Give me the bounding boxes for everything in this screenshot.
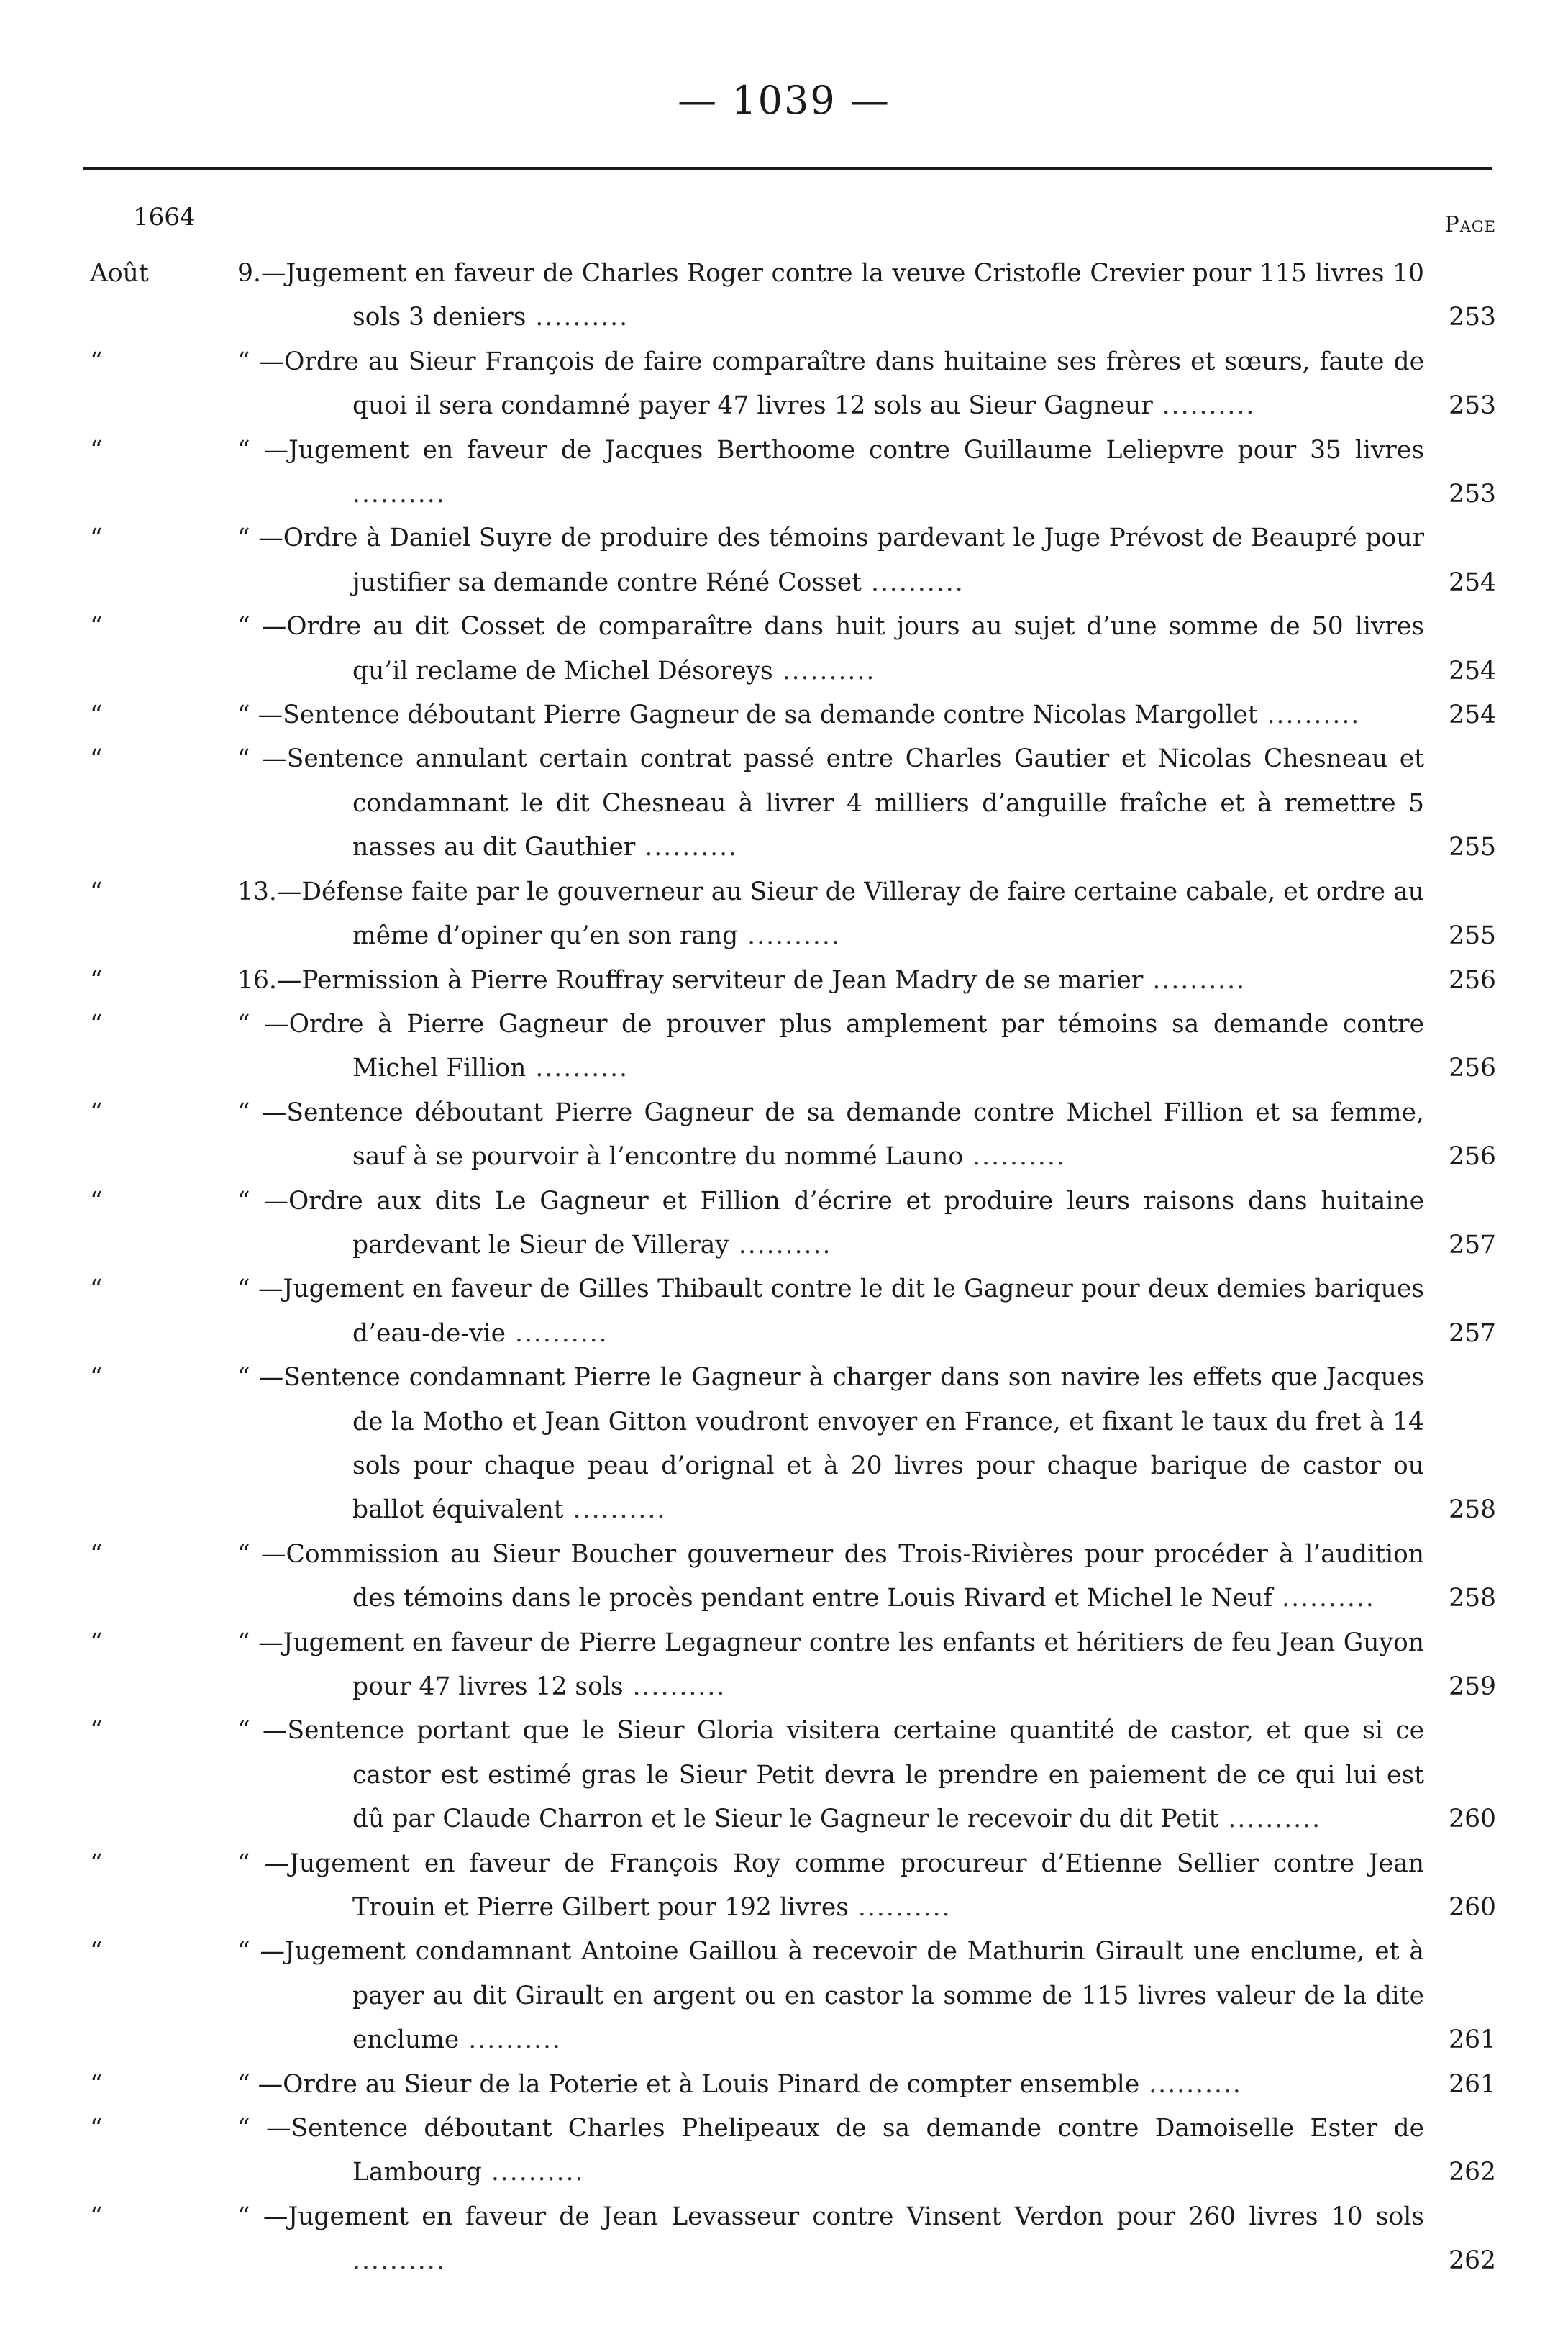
entry-text <box>237 1003 1424 1091</box>
entry-description: “ —Jugement en faveur de Jacques Berthoome contre Guillaume Leliepvre pour 35 livres <box>237 435 1424 465</box>
entry-page: 256 <box>1449 965 1496 995</box>
entry-description: “ —Sentence annulant certain contrat passé entre Charles Gautier et Nicolas Chesneau et condamnant le dit Chesneau à livrer 4 milliers d’anguille fraîche et à remettre 5 nasses au dit Gauthier <box>237 744 1424 862</box>
dot-leader: .......... <box>1152 391 1256 421</box>
entry-page: 262 <box>1449 2158 1496 2187</box>
entry-page: 258 <box>1449 1584 1496 1613</box>
entry-text <box>237 959 1424 1003</box>
entry-text <box>237 1180 1424 1268</box>
entry-month: “ <box>90 1186 103 1216</box>
entry-page: 261 <box>1449 2025 1496 2055</box>
entry-text <box>237 429 1424 517</box>
entry-description: “ —Ordre au Sieur de la Poterie et à Louis Pinard de compter ensemble <box>237 2069 1140 2099</box>
entry-page: 257 <box>1449 1318 1496 1348</box>
entry-description: 16.—Permission à Pierre Rouffray serviteur de Jean Madry de se marier <box>237 965 1144 995</box>
list-item <box>0 1621 1568 1710</box>
list-item <box>0 1003 1568 1091</box>
entry-text <box>237 1709 1424 1841</box>
list-item <box>0 693 1568 737</box>
entry-text <box>237 605 1424 693</box>
entry-text <box>237 2195 1424 2284</box>
dot-leader: .......... <box>1143 965 1246 995</box>
entry-month: “ <box>90 877 103 906</box>
year-label: 1664 <box>133 203 196 232</box>
entry-description: “ —Commission au Sieur Boucher gouverneur des Trois-Rivières pour procéder à l’audition des témoins dans le procès pendant entre Louis Rivard et Michel le Neuf <box>237 1539 1424 1613</box>
entry-description: “ —Sentence condamnant Pierre le Gagneur à charger dans son navire les effets que Jacques de la Motho et Jean Gitton voudront envoyer en France, et fixant le taux du fret à 14 sols pour chaque peau d’orignal et à 20 livres pour chaque barique de castor ou ballot équivalent <box>237 1363 1424 1525</box>
list-item <box>0 516 1568 605</box>
dot-leader: .......... <box>1139 2069 1242 2099</box>
entry-month: “ <box>90 1009 103 1039</box>
dot-leader: .......... <box>729 1230 832 1259</box>
entry-description: 9.—Jugement en faveur de Charles Roger contre la veuve Cristofle Crevier pour 115 livres 10 sols 3 deniers <box>237 259 1424 332</box>
dot-leader: .......... <box>963 1142 1066 1172</box>
dot-leader: .......... <box>352 480 446 509</box>
entry-page: 256 <box>1449 1142 1496 1172</box>
entry-description: “ —Jugement en faveur de François Roy comme procureur d’Etienne Sellier contre Jean Trouin et Pierre Gilbert pour 192 livres <box>237 1848 1424 1923</box>
dot-leader: .......... <box>563 1495 667 1525</box>
entry-page: 261 <box>1449 2069 1496 2099</box>
entry-description: “ —Ordre au dit Cosset de comparaître dans huit jours au sujet d’une somme de 50 livres qu’il reclame de Michel Désoreys <box>237 612 1424 685</box>
entry-month: “ <box>90 1716 103 1746</box>
entry-page: 253 <box>1449 391 1496 421</box>
list-item <box>0 1267 1568 1356</box>
entry-month: “ <box>90 744 103 774</box>
entry-page: 258 <box>1449 1495 1496 1525</box>
list-item <box>0 2107 1568 2195</box>
entry-month: “ <box>90 1363 103 1392</box>
entry-text <box>237 252 1424 340</box>
entry-description: “ —Sentence déboutant Pierre Gagneur de sa demande contre Nicolas Margollet <box>237 701 1258 730</box>
entry-month: “ <box>90 1275 103 1304</box>
list-item <box>0 1180 1568 1268</box>
dot-leader: .......... <box>862 567 965 597</box>
dot-leader: .......... <box>1257 701 1361 730</box>
entry-text <box>237 516 1424 605</box>
dot-leader: .......... <box>481 2158 585 2187</box>
list-item <box>0 1709 1568 1841</box>
entry-text <box>237 1356 1424 1533</box>
entry-month: “ <box>90 2069 103 2099</box>
list-item <box>0 1930 1568 2062</box>
list-item <box>0 1533 1568 1621</box>
dot-leader: .......... <box>848 1893 952 1923</box>
entry-page: 256 <box>1449 1054 1496 1083</box>
entry-page: 253 <box>1449 303 1496 332</box>
dot-leader: .......... <box>506 1318 608 1348</box>
list-item <box>0 1091 1568 1180</box>
dot-leader: .......... <box>1272 1584 1375 1613</box>
entry-month: “ <box>90 435 103 465</box>
entry-page: 262 <box>1449 2246 1496 2276</box>
dot-leader: .......... <box>526 303 629 332</box>
entry-description: “ —Ordre au Sieur François de faire comparaître dans huitaine ses frères et sœurs, faute de quoi il sera condamné payer 47 livres 12 sols au Sieur Gagneur <box>237 347 1424 421</box>
entry-month: “ <box>90 1937 103 1966</box>
entry-page: 254 <box>1449 567 1496 597</box>
entry-text <box>237 870 1424 959</box>
entry-page: 260 <box>1449 1893 1496 1923</box>
entry-month: “ <box>90 1098 103 1127</box>
entry-text <box>237 1621 1424 1710</box>
entry-month: “ <box>90 701 103 730</box>
entry-month: “ <box>90 1848 103 1878</box>
dot-leader: .......... <box>526 1054 629 1083</box>
page-number: — 1039 — <box>678 78 890 123</box>
list-item <box>0 605 1568 693</box>
entry-text <box>237 1267 1424 1356</box>
dot-leader: .......... <box>635 833 739 862</box>
list-item <box>0 870 1568 959</box>
page-column-header: Page <box>1444 212 1496 237</box>
list-item <box>0 1356 1568 1533</box>
entry-text <box>237 2107 1424 2195</box>
entry-description: “ —Ordre à Daniel Suyre de produire des témoins pardevant le Juge Prévost de Beaupré pour justifier sa demande contre Réné Cosset <box>237 524 1424 597</box>
entry-description: “ —Jugement en faveur de Gilles Thibault contre le dit le Gagneur pour deux demies bariques d’eau-de-vie <box>237 1275 1424 1348</box>
header-rule <box>83 167 1492 170</box>
entry-text <box>237 1091 1424 1180</box>
entry-page: 257 <box>1449 1230 1496 1259</box>
dot-leader: .......... <box>1218 1805 1322 1834</box>
entry-month: “ <box>90 1539 103 1569</box>
entry-page: 254 <box>1449 656 1496 685</box>
entry-page: 253 <box>1449 480 1496 509</box>
entry-month: “ <box>90 2114 103 2143</box>
entry-month: Août <box>90 259 149 288</box>
entry-month: “ <box>90 524 103 553</box>
entry-description: “ —Jugement en faveur de Pierre Legagneur contre les enfants et héritiers de feu Jean Guyon pour 47 livres 12 sols <box>237 1628 1424 1701</box>
entry-description: “ —Ordre à Pierre Gagneur de prouver plus amplement par témoins sa demande contre Michel Fillion <box>237 1009 1424 1083</box>
entry-description: 13.—Défense faite par le gouverneur au Sieur de Villeray de faire certaine cabale, et ordre au même d’opiner qu’en son rang <box>237 877 1424 951</box>
entry-page: 260 <box>1449 1805 1496 1834</box>
list-item <box>0 2063 1568 2107</box>
dot-leader: .......... <box>623 1672 726 1701</box>
dot-leader: .......... <box>352 2246 446 2276</box>
entry-description: “ —Sentence déboutant Charles Phelipeaux de sa demande contre Damoiselle Ester de Lambourg <box>237 2114 1424 2187</box>
entry-description: “ —Jugement en faveur de Jean Levasseur contre Vinsent Verdon pour 260 livres 10 sols <box>237 2202 1424 2231</box>
dot-leader: .......... <box>459 2025 562 2055</box>
list-item <box>0 1842 1568 1930</box>
entry-text <box>237 1842 1424 1930</box>
entry-description: “ —Ordre aux dits Le Gagneur et Fillion d’écrire et produire leurs raisons dans huitaine pardevant le Sieur de Villeray <box>237 1186 1424 1259</box>
list-item <box>0 2195 1568 2284</box>
list-item <box>0 429 1568 517</box>
entry-description: “ —Sentence déboutant Pierre Gagneur de sa demande contre Michel Fillion et sa femme, sauf à se pourvoir à l’encontre du nommé Launo <box>237 1098 1424 1172</box>
entry-month: “ <box>90 965 103 995</box>
entry-text <box>237 693 1424 737</box>
dot-leader: .......... <box>738 921 841 951</box>
entry-month: “ <box>90 1628 103 1657</box>
entry-text <box>237 1533 1424 1621</box>
entry-list <box>0 252 1568 2284</box>
entry-text <box>237 340 1424 429</box>
list-item <box>0 252 1568 340</box>
entry-month: “ <box>90 612 103 642</box>
entry-text <box>237 737 1424 870</box>
entry-page: 255 <box>1449 833 1496 862</box>
list-item <box>0 737 1568 870</box>
list-item <box>0 959 1568 1003</box>
entry-page: 254 <box>1449 701 1496 730</box>
entry-month: “ <box>90 2202 103 2231</box>
dot-leader: .......... <box>772 656 876 685</box>
list-item <box>0 340 1568 429</box>
entry-month: “ <box>90 347 103 376</box>
entry-page: 255 <box>1449 921 1496 951</box>
entry-text <box>237 1930 1424 2062</box>
entry-page: 259 <box>1449 1672 1496 1701</box>
entry-description: “ —Sentence portant que le Sieur Gloria visitera certaine quantité de castor, et que si ce castor est estimé gras le Sieur Petit devra le prendre en paiement de ce qui lui est dû par Claude Charron et le Sieur le Gagneur le recevoir du dit Petit <box>237 1716 1424 1834</box>
entry-text <box>237 2063 1424 2107</box>
entry-description: “ —Jugement condamnant Antoine Gaillou à recevoir de Mathurin Girault une enclume, et à payer au dit Girault en argent ou en castor la somme de 115 livres valeur de la dite enclume <box>237 1937 1424 2055</box>
